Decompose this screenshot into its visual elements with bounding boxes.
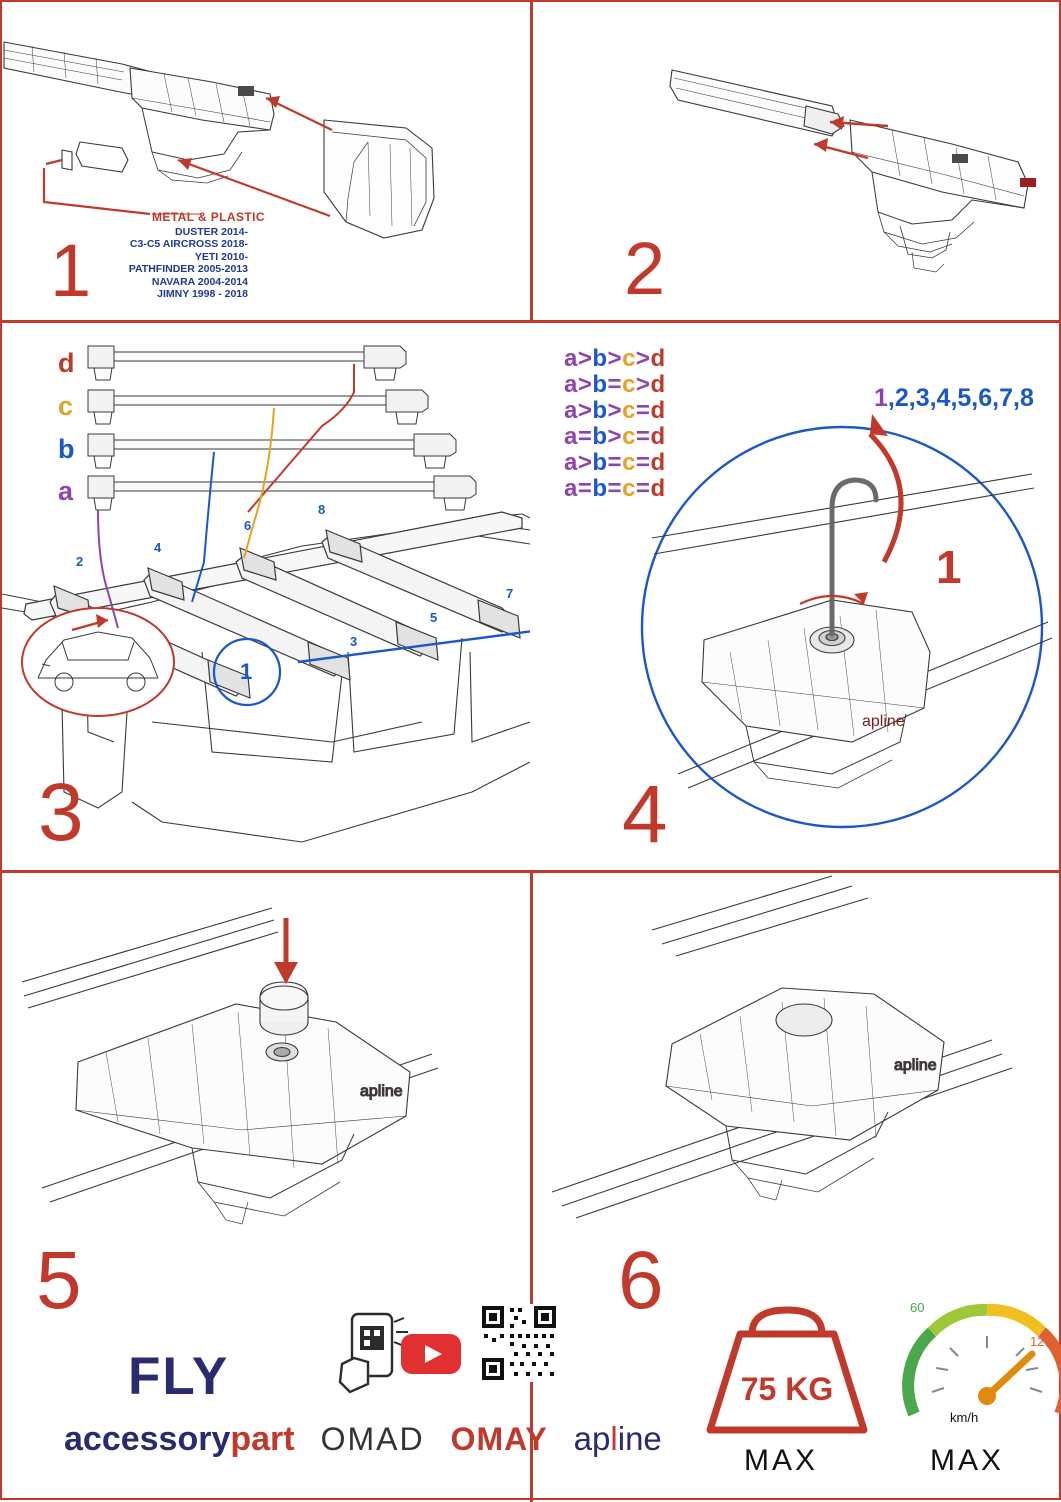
inequality-2: a>b>c=d (564, 397, 666, 424)
metal-plastic-title: METAL & PLASTIC (152, 210, 265, 224)
panel-step-3 (2, 322, 530, 870)
brand-apline-ine: ine (617, 1420, 662, 1457)
step-6-illustration (532, 872, 1061, 1292)
inequality-5: a=b=c=d (564, 475, 666, 502)
vehicle-item-0: DUSTER 2014- (175, 226, 248, 238)
step-number-3: 3 (38, 767, 84, 858)
mount-number-6: 6 (244, 518, 252, 533)
vehicle-item-4: NAVARA 2004-2014 (151, 275, 248, 288)
youtube-icon[interactable] (400, 1330, 462, 1376)
tightening-sequence (874, 384, 1034, 413)
gauge-max-label: 120 (1030, 1334, 1052, 1349)
inequality-0: a>b>c>d (564, 345, 666, 372)
mount-number-8: 8 (318, 502, 326, 517)
mount-number-5: 5 (430, 610, 438, 625)
gauge-min-label: 60 (910, 1300, 925, 1315)
sequence-first: 1 (874, 384, 888, 412)
step-3-callout-number: 1 (240, 659, 253, 684)
svg-text:apline: apline (894, 1057, 937, 1074)
bar-label-d: d (58, 348, 75, 378)
step-number-1: 1 (50, 229, 92, 312)
brand-apline-ap: ap (573, 1420, 611, 1457)
mount-number-4: 4 (154, 540, 162, 555)
panel-step-1 (2, 2, 530, 320)
step-number-6: 6 (618, 1235, 664, 1326)
weight-value-text: 75 KG (740, 1371, 834, 1407)
step-number-5: 5 (36, 1235, 82, 1326)
svg-text:apline: apline (360, 1083, 403, 1100)
step-number-2: 2 (624, 227, 666, 310)
brand-accessorypart (64, 1420, 295, 1459)
bar-label-a: a (58, 476, 74, 506)
brand-apline-l: l (610, 1420, 618, 1457)
panel-step-2 (532, 2, 1061, 320)
mount-number-2: 2 (76, 554, 84, 569)
vehicle-list (112, 226, 248, 300)
vehicle-item-3: PATHFINDER 2005-2013 (128, 263, 248, 276)
speed-max-label: MAX (930, 1444, 1005, 1477)
bar-label-b: b (58, 434, 75, 464)
mount-number-3: 3 (350, 634, 358, 649)
brand-fly: FLY (128, 1347, 230, 1406)
speed-unit-label: km/h (950, 1410, 979, 1425)
panel-step-4 (532, 322, 1061, 870)
step-number-4: 4 (622, 769, 668, 860)
brand-omay: OMAY (450, 1421, 548, 1457)
vehicle-item-2: YETI 2010- (194, 250, 248, 263)
brand-accessory: accessory (64, 1420, 231, 1458)
inequality-4: a>b=c=d (564, 449, 666, 476)
bar-label-c: c (58, 391, 74, 421)
step-5-illustration (2, 872, 530, 1292)
mount-number-7: 7 (506, 586, 514, 601)
inequality-3: a=b>c=d (564, 423, 666, 450)
panel-step-5 (2, 872, 662, 1502)
step-2-illustration (532, 2, 1061, 320)
weight-max-label: MAX (744, 1444, 819, 1477)
brand-part: part (230, 1420, 295, 1458)
weight-limit-icon (692, 1300, 882, 1440)
vehicle-item-5: JIMNY 1998 - 2018 (157, 287, 248, 300)
sequence-rest: ,2,3,4,5,6,7,8 (887, 384, 1034, 412)
step-4-callout-number: 1 (936, 541, 962, 593)
vehicle-item-1: C3-C5 AIRCROSS 2018- (129, 238, 248, 251)
inequality-1: a>b=c>d (564, 371, 666, 398)
panel-step-6 (532, 872, 1061, 1502)
svg-text:apline: apline (862, 713, 905, 730)
brand-omad: OMAD (320, 1421, 425, 1457)
